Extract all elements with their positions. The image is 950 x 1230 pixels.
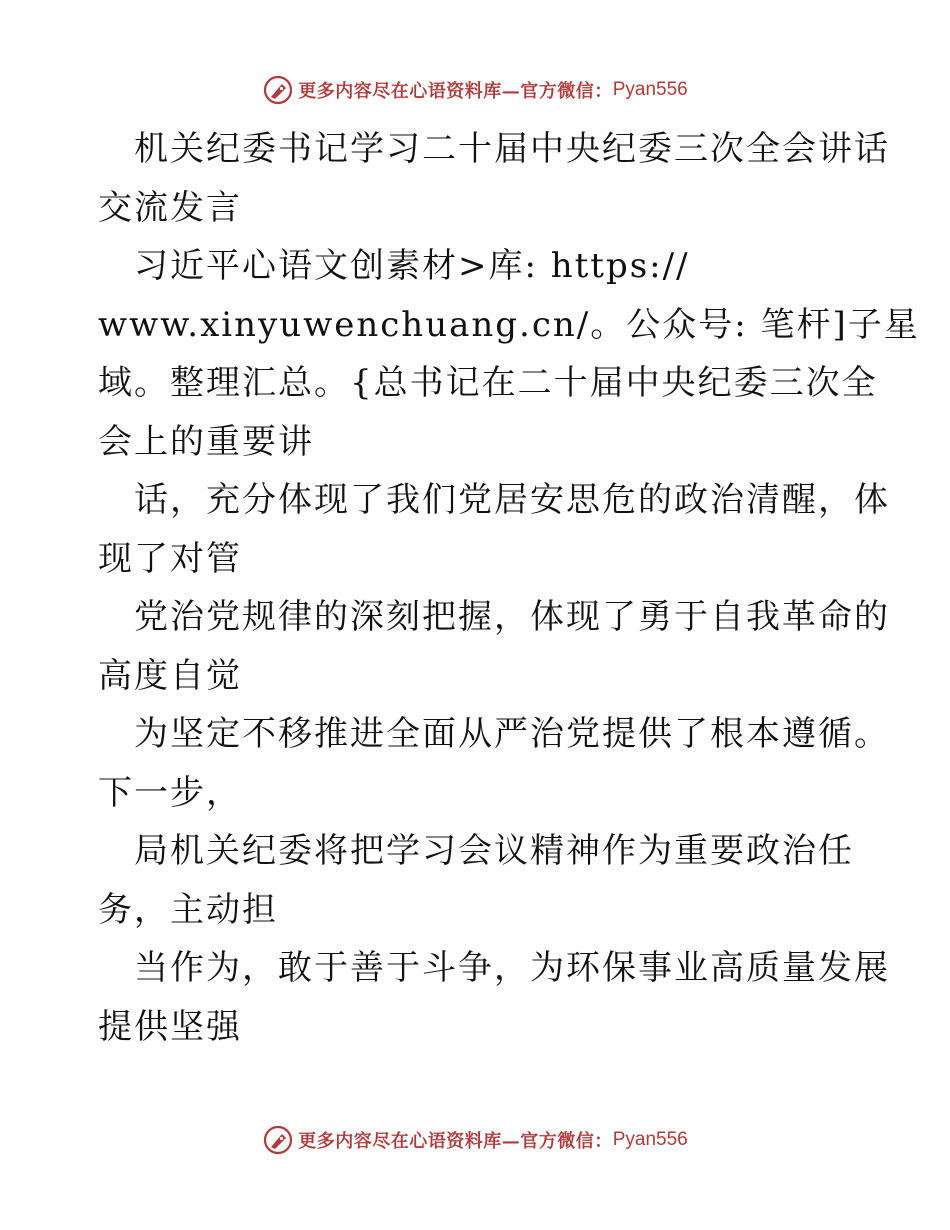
header-banner-text: 更多内容尽在心语资料库—官方微信：: [298, 81, 613, 102]
footer-banner-text: 更多内容尽在心语资料库—官方微信：: [298, 1131, 613, 1152]
text-line: www.xinyuwenchuang.cn/。公众号: 笔杆]子星: [98, 304, 920, 345]
header-banner-brand: Pyan556: [612, 79, 688, 100]
text-line: 下一步，: [98, 772, 242, 813]
text-line: 提供坚强: [98, 1006, 242, 1047]
footer-banner-brand: Pyan556: [612, 1129, 688, 1150]
text-line: 机关纪委书记学习二十届中央纪委三次全会讲话: [134, 129, 890, 169]
text-line: 为坚定不移推进全面从严治党提供了根本遵循。: [134, 714, 890, 754]
document-body: [98, 120, 920, 1056]
text-line: 当作为，敢于善于斗争，为环保事业高质量发展: [134, 948, 890, 988]
text-line: 务，主动担: [98, 889, 278, 930]
footer-banner: [0, 1120, 950, 1160]
text-line: 域。整理汇总。{总书记在二十届中央纪委三次全: [98, 363, 878, 403]
text-line: 现了对管: [98, 538, 242, 579]
pen-nib-circle-icon: [262, 1124, 294, 1156]
text-line: 习近平心语文创素材>库: https://: [134, 246, 690, 286]
text-line: 话，充分体现了我们党居安思危的政治清醒，体: [134, 480, 890, 520]
text-line: 高度自觉: [98, 655, 242, 696]
text-line: 交流发言: [98, 187, 242, 228]
text-line: 局机关纪委将把学习会议精神作为重要政治任: [134, 831, 854, 871]
text-line: 会上的重要讲: [98, 421, 314, 462]
header-banner: [0, 70, 950, 110]
pen-nib-circle-icon: [262, 74, 294, 106]
text-line: 党治党规律的深刻把握，体现了勇于自我革命的: [134, 597, 890, 637]
